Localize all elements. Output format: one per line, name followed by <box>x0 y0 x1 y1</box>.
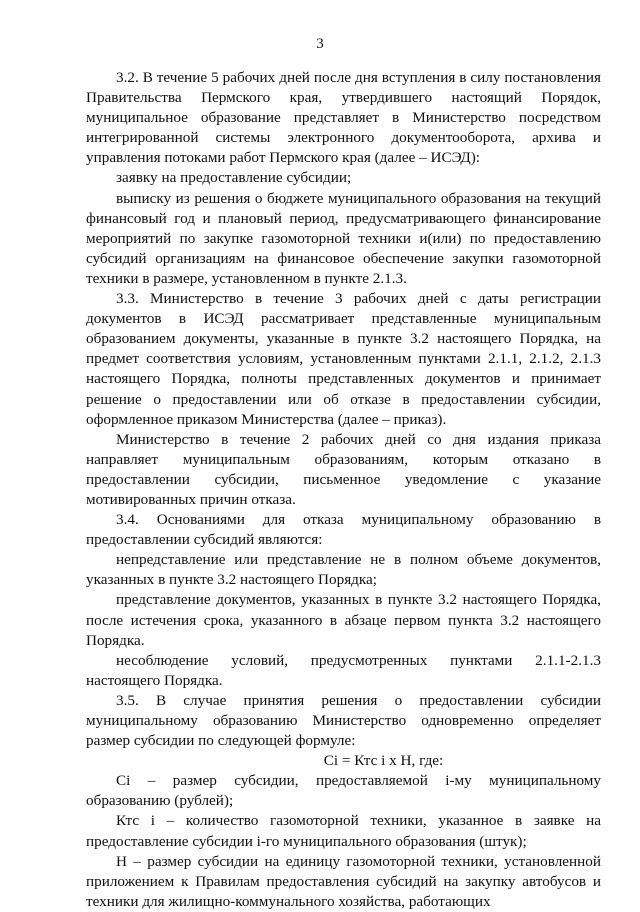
definition-ci: Ci – размер субсидии, предоставляемой i-му муниципальному образованию (рублей); <box>86 772 601 810</box>
paragraph-refusal-reason-1: непредставление или представление не в полном объеме документов, указанных в пункте 3.2 настоящего Порядка; <box>86 551 601 589</box>
subsidy-formula: Ci = Ктс i х Н, где: <box>323 752 444 770</box>
definition-ktc: Ктс i – количество газомоторной техники, указанное в заявке на предоставление субсидии i-го муниципального образования (штук); <box>86 812 601 850</box>
paragraph-3-5: 3.5. В случае принятия решения о предоставлении субсидии муниципальному образованию Министерство одновременно определяет размер субсидии по следующей формуле: <box>86 691 601 750</box>
paragraph-refusal-reason-2: представление документов, указанных в пункте 3.2 настоящего Порядка, после истечения срока, указанного в абзаце первом пункта 3.2 настоящего Порядка. <box>86 591 601 649</box>
paragraph-budget-extract: выписку из решения о бюджете муниципального образования на текущий финансовый год и плановый период, предусматривающего финансирование мероприятий по закупке газомоторной техники и(или) по предоставлению субсидий организациям на финансовое обеспечение закупки газомоторной техники в размере, установленном в пункте 2.1.3. <box>86 189 601 287</box>
document-body <box>86 68 601 912</box>
paragraph-refusal-reason-3: несоблюдение условий, предусмотренных пунктами 2.1.1-2.1.3 настоящего Порядка. <box>86 651 601 689</box>
paragraph-3-3: 3.3. Министерство в течение 3 рабочих дней с даты регистрации документов в ИСЭД рассматривает представленные муниципальным образованием документы, указанные в пункте 3.2 настоящего Порядка, на предмет соответствия условиям, установленным пунктами 2.1.1, 2.1.2, 2.1.3 настоящего Порядка, полноты представленных документов и принимает решение о предоставлении или об отказе в предоставлении субсидии, оформленное приказом Министерства (далее – приказ). <box>86 290 601 428</box>
paragraph-3-2: 3.2. В течение 5 рабочих дней после дня вступления в силу постановления Правительства Пермского края, утвердившего настоящий Порядок, муниципальное образование представляет в Министерство посредством интегрированной системы электронного документооборота, архива и управления потоками работ Пермского края (далее – ИСЭД): <box>86 69 601 167</box>
page-number: 3 <box>316 36 324 52</box>
paragraph-application: заявку на предоставление субсидии; <box>116 169 352 187</box>
paragraph-notification: Министерство в течение 2 рабочих дней со дня издания приказа направляет муниципальным образованиям, которым отказано в предоставлении субсидии, письменное уведомление с указание мотивированных причин отказа. <box>86 430 601 508</box>
paragraph-3-4: 3.4. Основаниями для отказа муниципальному образованию в предоставлении субсидий являются: <box>86 511 601 549</box>
definition-n: Н – размер субсидии на единицу газомоторной техники, установленной приложением к Правилам предоставления субсидий на закупку автобусов и техники для жилищно-коммунального хозяйства, работающих <box>86 852 601 910</box>
